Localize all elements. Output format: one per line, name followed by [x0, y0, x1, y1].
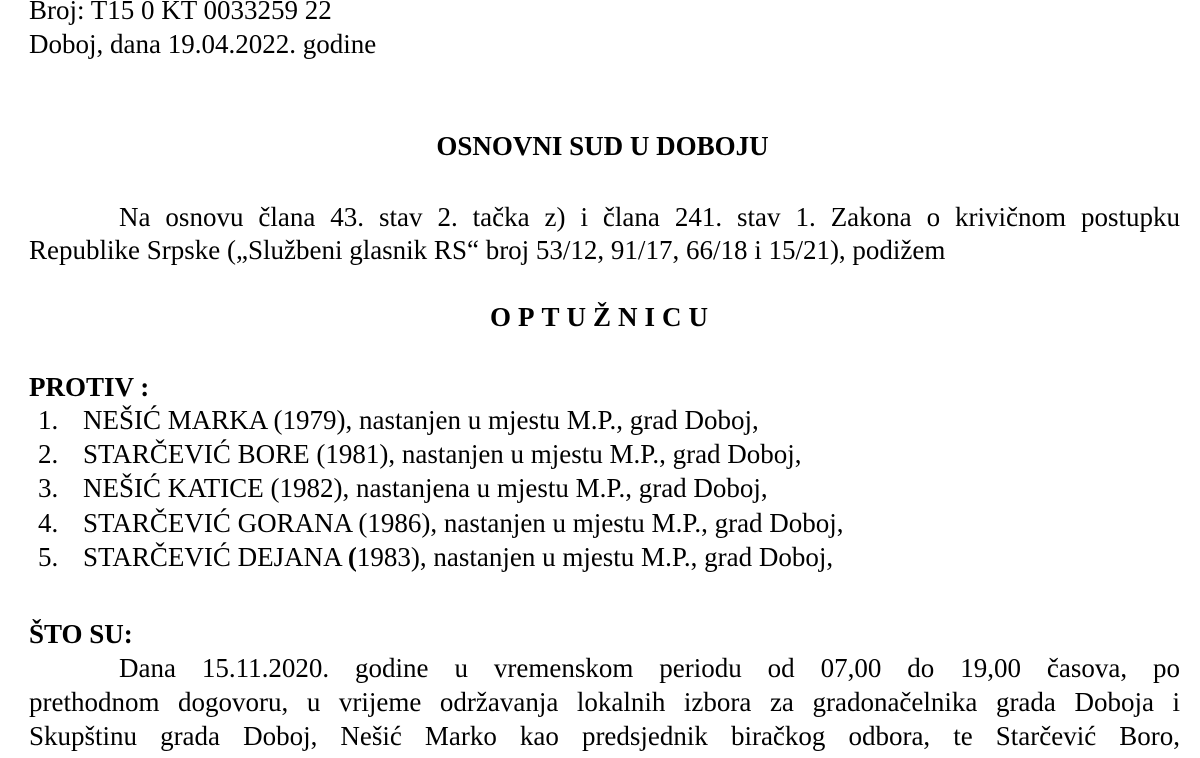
place-and-date: Doboj, dana 19.04.2022. godine: [29, 29, 377, 59]
list-item-number: 4.: [38, 508, 59, 538]
what-heading: ŠTO SU:: [29, 619, 133, 649]
case-number: Broj: T15 0 KT 0033259 22: [29, 0, 332, 25]
list-item-text: NEŠIĆ MARKA (1979), nastanjen u mjestu M.P., grad Doboj,: [83, 405, 759, 435]
list-item-number: 3.: [38, 473, 59, 503]
list-item-number: 2.: [38, 439, 59, 469]
body-line-1: Dana 15.11.2020. godine u vremenskom periodu od 07,00 do 19,00 časova, po: [119, 653, 1180, 683]
document-title: OPTUŽNICU: [489, 302, 715, 332]
intro-line-2: Republike Srpske („Službeni glasnik RS“ broj 53/12, 91/17, 66/18 i 15/21), podižem: [29, 235, 946, 265]
list-item-paren: (: [347, 542, 357, 572]
list-item-text: NEŠIĆ KATICE (1982), nastanjena u mjestu M.P., grad Doboj,: [83, 473, 768, 503]
intro-line-1: Na osnovu člana 43. stav 2. tačka z) i člana 241. stav 1. Zakona o krivičnom postupku: [119, 202, 1180, 232]
list-item-text: STARČEVIĆ BORE (1981), nastanjen u mjestu M.P., grad Doboj,: [83, 439, 802, 469]
list-item: [38, 403, 759, 437]
list-item-number: 5.: [38, 542, 59, 572]
list-item: [38, 540, 833, 574]
list-item: [38, 506, 844, 540]
list-item: [38, 437, 802, 471]
list-item: [38, 471, 768, 505]
court-name: OSNOVNI SUD U DOBOJU: [436, 131, 769, 161]
body-line-3: Skupštinu grada Doboj, Nešić Marko kao predsjednik biračkog odbora, te Starčević Boro,: [29, 721, 1180, 751]
body-line-2: prethodnom dogovoru, u vrijeme održavanja lokalnih izbora za gradonačelnika grada Doboja i: [29, 687, 1180, 717]
list-item-number: 1.: [38, 405, 59, 435]
against-heading: PROTIV :: [29, 372, 150, 402]
list-item-text: STARČEVIĆ GORANA (1986), nastanjen u mjestu M.P., grad Doboj,: [83, 508, 844, 538]
list-item-name: STARČEVIĆ DEJANA: [83, 542, 348, 572]
list-item-rest: 1983), nastanjen u mjestu M.P., grad Doboj,: [356, 542, 834, 572]
